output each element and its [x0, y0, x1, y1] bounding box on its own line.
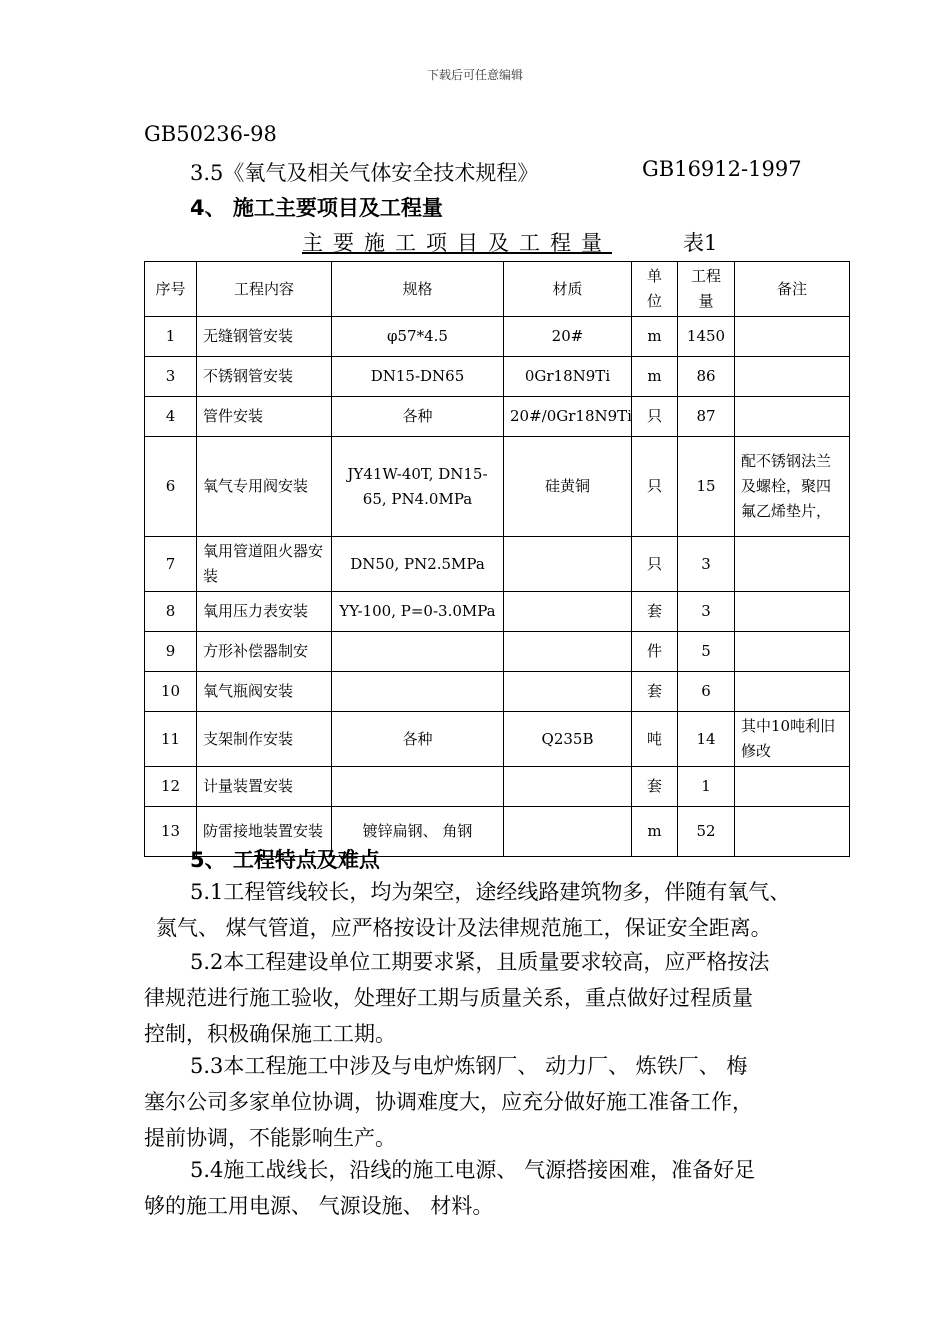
cell-note — [735, 807, 850, 857]
item-3-5: 3.5《氧气及相关气体安全技术规程》 — [190, 161, 539, 185]
cell-note — [735, 397, 850, 437]
cell-qty: 87 — [678, 397, 735, 437]
header-seq: 序号 — [145, 262, 197, 317]
paragraph-5-3 — [144, 1048, 849, 1156]
cell-qty: 6 — [678, 672, 735, 712]
cell-seq: 6 — [145, 437, 197, 537]
cell-material — [504, 537, 632, 592]
paragraph-line: 5.2本工程建设单位工期要求紧，且质量要求较高，应严格按法 — [190, 950, 770, 974]
table-row — [145, 397, 850, 437]
header-qty-line1: 工程 — [690, 267, 721, 285]
paragraph-line: 提前协调，不能影响生产。 — [144, 1126, 396, 1150]
header-watermark: 下载后可任意编辑 — [426, 68, 523, 82]
paragraph-line: 塞尔公司多家单位协调，协调难度大，应充分做好施工准备工作， — [144, 1090, 753, 1114]
cell-unit: m — [632, 807, 678, 857]
cell-spec: φ57*4.5 — [332, 317, 504, 357]
cell-unit: m — [632, 317, 678, 357]
section-5-heading: 5、 工程特点及难点 — [190, 848, 380, 872]
cell-spec: 各种 — [332, 712, 504, 767]
table-row — [145, 632, 850, 672]
item-3-5-code: GB16912-1997 — [642, 157, 802, 181]
cell-seq: 3 — [145, 357, 197, 397]
cell-qty: 14 — [678, 712, 735, 767]
table-row — [145, 437, 850, 537]
paragraph-line: 5.4施工战线长，沿线的施工电源、 气源搭接困难，准备好足 — [190, 1158, 756, 1182]
cell-note — [735, 537, 850, 592]
cell-unit: 吨 — [632, 712, 678, 767]
cell-seq: 1 — [145, 317, 197, 357]
cell-spec — [332, 632, 504, 672]
cell-qty: 86 — [678, 357, 735, 397]
cell-content: 管件安装 — [197, 397, 332, 437]
table-row — [145, 537, 850, 592]
cell-unit: 套 — [632, 672, 678, 712]
cell-seq: 9 — [145, 632, 197, 672]
cell-content: 氧用压力表安装 — [197, 592, 332, 632]
header-content: 工程内容 — [197, 262, 332, 317]
cell-spec — [332, 672, 504, 712]
cell-qty: 3 — [678, 592, 735, 632]
cell-note: 其中10吨利旧修改 — [735, 712, 850, 767]
cell-material: 硅黄铜 — [504, 437, 632, 537]
cell-note — [735, 672, 850, 712]
header-qty — [678, 262, 735, 317]
cell-material: 20#/0Gr18N9Ti — [504, 397, 632, 437]
table-title: 主要施工项目及工程量 — [302, 231, 612, 255]
paragraph-line: 控制，积极确保施工工期。 — [144, 1022, 396, 1046]
cell-content: 无缝钢管安装 — [197, 317, 332, 357]
cell-note — [735, 767, 850, 807]
paragraph-line: 5.3本工程施工中涉及与电炉炼钢厂、 动力厂、 炼铁厂、 梅 — [190, 1054, 748, 1078]
paragraph-5-1 — [144, 874, 849, 946]
table-number: 表1 — [683, 231, 718, 255]
paragraph-line: 够的施工用电源、 气源设施、 材料。 — [144, 1194, 494, 1218]
cell-note — [735, 317, 850, 357]
cell-material — [504, 632, 632, 672]
cell-unit: 件 — [632, 632, 678, 672]
table-row — [145, 672, 850, 712]
cell-content: 氧气瓶阀安装 — [197, 672, 332, 712]
cell-content: 方形补偿器制安 — [197, 632, 332, 672]
cell-qty: 52 — [678, 807, 735, 857]
cell-seq: 11 — [145, 712, 197, 767]
cell-seq: 7 — [145, 537, 197, 592]
works-table — [144, 261, 850, 857]
cell-spec: YY-100, P=0-3.0MPa — [332, 592, 504, 632]
cell-unit: 套 — [632, 767, 678, 807]
cell-spec: 镀锌扁钢、 角钢 — [332, 807, 504, 857]
header-note: 备注 — [735, 262, 850, 317]
cell-material — [504, 767, 632, 807]
cell-content: 支架制作安装 — [197, 712, 332, 767]
cell-note — [735, 592, 850, 632]
header-unit-line2: 位 — [646, 292, 662, 310]
paragraph-5-2 — [144, 944, 849, 1052]
cell-material — [504, 672, 632, 712]
cell-qty: 5 — [678, 632, 735, 672]
table-row — [145, 357, 850, 397]
header-unit-line1: 单 — [646, 267, 662, 285]
header-spec: 规格 — [332, 262, 504, 317]
table-header-row — [145, 262, 850, 317]
cell-seq: 4 — [145, 397, 197, 437]
cell-spec: 各种 — [332, 397, 504, 437]
cell-seq: 10 — [145, 672, 197, 712]
cell-unit: 只 — [632, 437, 678, 537]
cell-material: 0Gr18N9Ti — [504, 357, 632, 397]
cell-content: 氧气专用阀安装 — [197, 437, 332, 537]
cell-unit: m — [632, 357, 678, 397]
cell-note — [735, 357, 850, 397]
table-row — [145, 317, 850, 357]
cell-spec: JY41W-40T, DN15-65, PN4.0MPa — [332, 437, 504, 537]
cell-spec — [332, 767, 504, 807]
cell-note — [735, 632, 850, 672]
cell-material — [504, 592, 632, 632]
cell-seq: 13 — [145, 807, 197, 857]
cell-qty: 3 — [678, 537, 735, 592]
cell-seq: 12 — [145, 767, 197, 807]
cell-seq: 8 — [145, 592, 197, 632]
cell-qty: 15 — [678, 437, 735, 537]
cell-unit: 只 — [632, 537, 678, 592]
cell-spec: DN15-DN65 — [332, 357, 504, 397]
paragraph-5-4 — [144, 1152, 849, 1224]
table-row — [145, 767, 850, 807]
cell-unit: 套 — [632, 592, 678, 632]
section-4-heading: 4、 施工主要项目及工程量 — [190, 196, 443, 220]
cell-material: 20# — [504, 317, 632, 357]
header-material: 材质 — [504, 262, 632, 317]
cell-qty: 1 — [678, 767, 735, 807]
table-row — [145, 712, 850, 767]
cell-material: Q235B — [504, 712, 632, 767]
cell-qty: 1450 — [678, 317, 735, 357]
cell-spec: DN50, PN2.5MPa — [332, 537, 504, 592]
cell-material — [504, 807, 632, 857]
cell-unit: 只 — [632, 397, 678, 437]
standard-code: GB50236-98 — [144, 122, 277, 146]
paragraph-line: 氮气、 煤气管道，应严格按设计及法律规范施工，保证安全距离。 — [156, 916, 772, 940]
cell-note: 配不锈钢法兰及螺栓，聚四氟乙烯垫片， — [735, 437, 850, 537]
table-row — [145, 592, 850, 632]
header-unit — [632, 262, 678, 317]
paragraph-line: 5.1工程管线较长，均为架空，途经线路建筑物多，伴随有氧气、 — [190, 880, 791, 904]
cell-content: 防雷接地装置安装 — [197, 807, 332, 857]
header-qty-line2: 量 — [698, 292, 714, 310]
paragraph-line: 律规范进行施工验收，处理好工期与质量关系，重点做好过程质量 — [144, 986, 753, 1010]
cell-content: 氧用管道阻火器安装 — [197, 537, 332, 592]
cell-content: 计量装置安装 — [197, 767, 332, 807]
cell-content: 不锈钢管安装 — [197, 357, 332, 397]
